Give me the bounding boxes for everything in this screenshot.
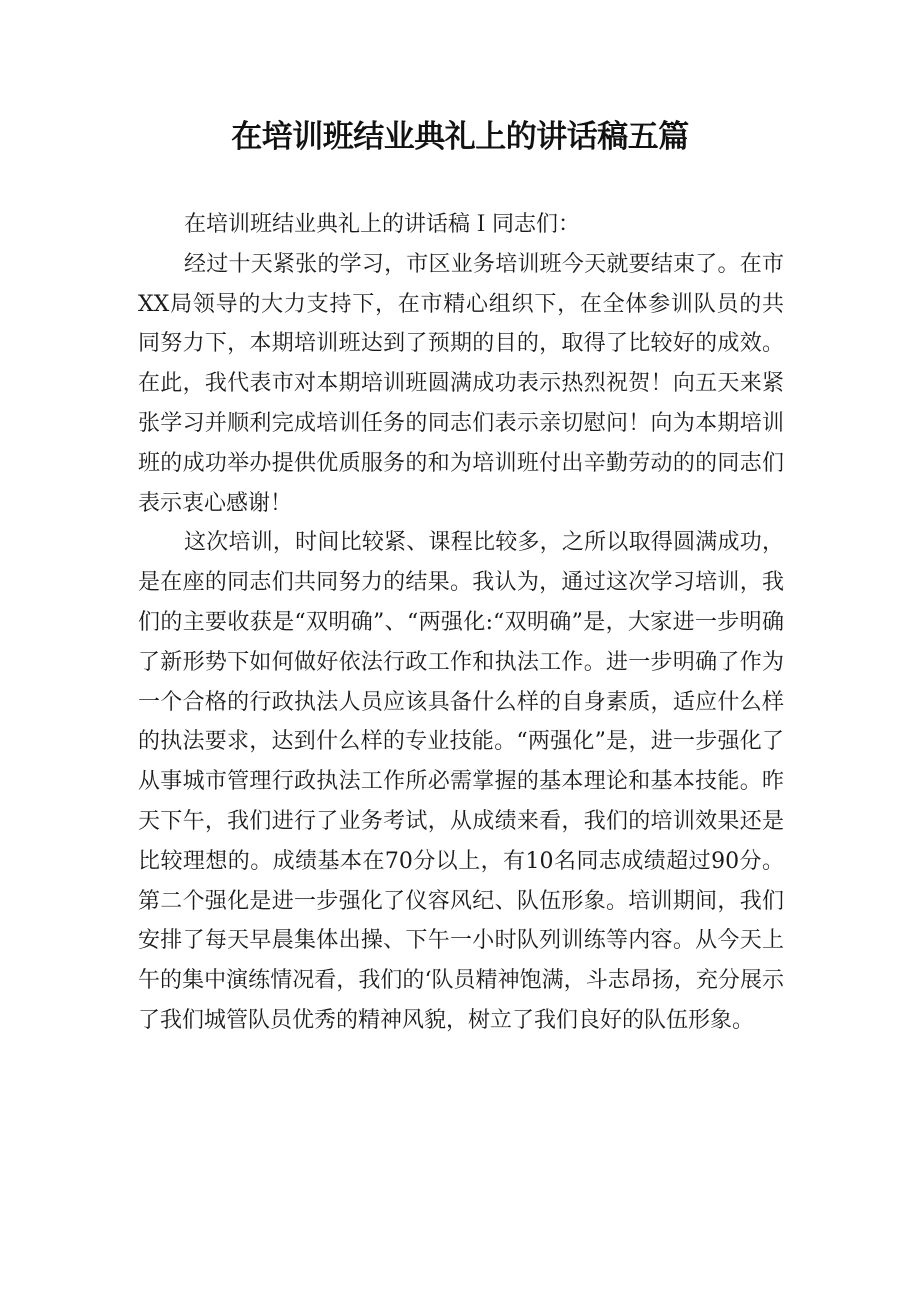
paragraph-opening: 经过十天紧张的学习，市区业务培训班今天就要结束了。在市XX局领导的大力支持下，在市精心组织下，在全体参训队员的共同努力下，本期培训班达到了预期的目的，取得了比较好的成效。在此，我代表市对本期培训班圆满成功表示热烈祝贺！向五天来紧张学习并顺利完成培训任务的同志们表示亲切慰问！向为本期培训班的成功举办提供优质服务的和为培训班付出辛勤劳动的的同志们表示衷心感谢！ — [138, 251, 784, 516]
document-title: 在培训班结业典礼上的讲话稿五篇 — [231, 119, 689, 155]
paragraph-summary: 这次培训，时间比较紧、课程比较多，之所以取得圆满成功，是在座的同志们共同努力的结果。我认为，通过这次学习培训，我们的主要收获是“双明确”、“两强化:“双明确”是，大家进一步明确了新形势下如何做好依法行政工作和执法工作。进一步明确了作为一个合格的行政执法人员应该具备什么样的自身素质，适应什么样的执法要求，达到什么样的专业技能。“两强化”是，进一步强化了从事城市管理行政执法工作所必需掌握的基本理论和基本技能。昨天下午，我们进行了业务考试，从成绩来看，我们的培训效果还是比较理想的。成绩基本在70分以上，有10名同志成绩超过90分。第二个强化是进一步强化了仪容风纪、队伍形象。培训期间，我们安排了每天早晨集体出操、下午一小时队列训练等内容。从今天上午的集中演练情况看，我们的‘队员精神饱满，斗志昂扬，充分展示了我们城管队员优秀的精神风貌，树立了我们良好的队伍形象。 — [138, 530, 784, 1033]
paragraph-greeting: 在培训班结业典礼上的讲话稿Ｉ同志们： — [184, 212, 581, 237]
document-body — [138, 205, 784, 1041]
